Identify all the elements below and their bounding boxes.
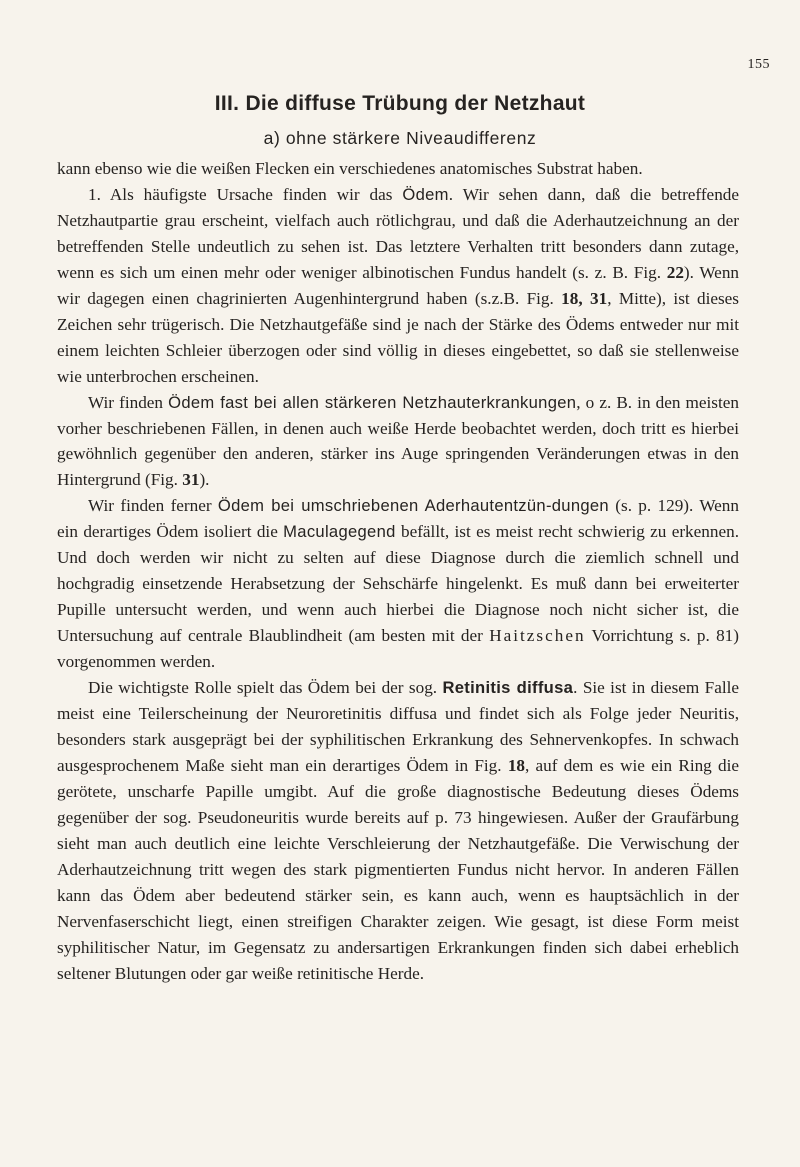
figure-reference: 18 <box>507 755 525 775</box>
body-text <box>57 156 739 987</box>
paragraph-intro: kann ebenso wie die weißen Flecken ein verschiedenes anatomisches Substrat haben. <box>57 159 643 178</box>
paragraph-4: Die wichtigste Rolle spielt das Ödem bei der sog. Retinitis diffusa. Sie ist in diesem Falle meist eine Teilerscheinung der Neuroretinitis diffusa und findet sich als Folge jeder Neuritis, besonders stark ausgeprägt bei der syphilitischen Erkrankung des Sehnervenkopfes. In schwach ausgesprochenem Maße sieht man ein derartiges Ödem in Fig. 18, auf dem es wie ein Ring die gerötete, unscharfe Papille umgibt. Auf die große diagnostische Bedeutung dieses Ödems gegenüber der sog. Pseudoneuritis wurde bereits auf p. 73 hingewiesen. Außer der Graufärbung sieht man auch deutlich eine leichte Verschleierung der Netzhautgefäße. Die Verwischung der Aderhautzeichnung tritt wegen des stark pigmentierten Fundus nicht hervor. In anderen Fällen kann das Ödem aber bedeutend stärker sein, es kann auch, wenn es hauptsächlich in der Nervenfaserschicht liegt, einen streifigen Charakter zeigen. Wie gesagt, ist diese Form meist syphilitischer Natur, im Gegensatz zu andersartigen Erkrankungen finden sich dabei erheblich seltener Blutungen oder gar weiße retinitische Herde. <box>57 678 740 983</box>
section-heading: III. Die diffuse Trübung der Netzhaut <box>214 92 586 115</box>
emphasis-text: Ödem bei umschriebenen Aderhautentzün-dungen <box>217 496 609 516</box>
figure-reference: 18, 31 <box>561 288 608 308</box>
emphasis-maculagegend: Maculagegend <box>283 522 396 542</box>
emphasis-odem: Ödem <box>402 184 449 204</box>
author-name: Haitzschen <box>489 626 586 646</box>
paragraph-1: 1. Als häufigste Ursache finden wir das Ödem. Wir sehen dann, daß die betreffende Netzhautpartie grau erscheint, vielfach auch rötlichgrau, und daß die Aderhautzeichnung an der betreffenden Stelle undeutlich zu sehen ist. Das letztere Verhalten tritt besonders dann zutage, wenn es sich um einen mehr oder weniger albinotischen Fundus handelt (s. z. B. Fig. 22). Wenn wir dagegen einen chagrinierten Augenhintergrund haben (s.z.B. Fig. 18, 31, Mitte), ist dieses Zeichen sehr trügerisch. Die Netzhautgefäße sind je nach der Stärke des Ödems entweder nur mit einem leichten Schleier überzogen oder sind völlig in dieses eingebettet, so daß sie stellenweise wie unterbrochen erscheinen. <box>57 184 740 386</box>
paragraph-2: Wir finden Ödem fast bei allen stärkeren Netzhauterkrankungen, o z. B. in den meisten vorher beschriebenen Fällen, in denen auch weiße Herde beobachtet werden, doch tritt es hierbei gewöhnlich gegenüber den anderen, stärker ins Auge springenden Veränderungen etwas in den Hintergrund (Fig. 31). <box>57 392 739 490</box>
figure-reference: 31 <box>182 470 200 490</box>
figure-reference: 22 <box>666 262 684 282</box>
page-number: 155 <box>747 57 770 72</box>
subsection-heading: a) ohne stärkere Niveaudifferenz <box>263 128 537 148</box>
emphasis-retinitis-diffusa: Retinitis diffusa <box>442 678 574 698</box>
paragraph-3: Wir finden ferner Ödem bei umschriebenen Aderhautentzün-dungen (s. p. 129). Wenn ein derartiges Ödem isoliert die Maculagegend befällt, ist es meist recht schwierig zu erkennen. Und doch werden wir nicht zu selten auf diese Diagnose durch die ziemlich schnell und hochgradig einsetzende Herabsetzung der Sehschärfe hingelenkt. Es muß dann bei erweiterter Pupille untersucht werden, und wenn auch hierbei die Diagnose noch nicht sicher ist, die Untersuchung auf centrale Blaublindheit (am besten mit der Haitzschen Vorrichtung s. p. 81) vorgenommen werden. <box>57 496 739 672</box>
emphasis-text: Ödem fast bei allen stärkeren Netzhauterkrankungen <box>168 392 577 412</box>
